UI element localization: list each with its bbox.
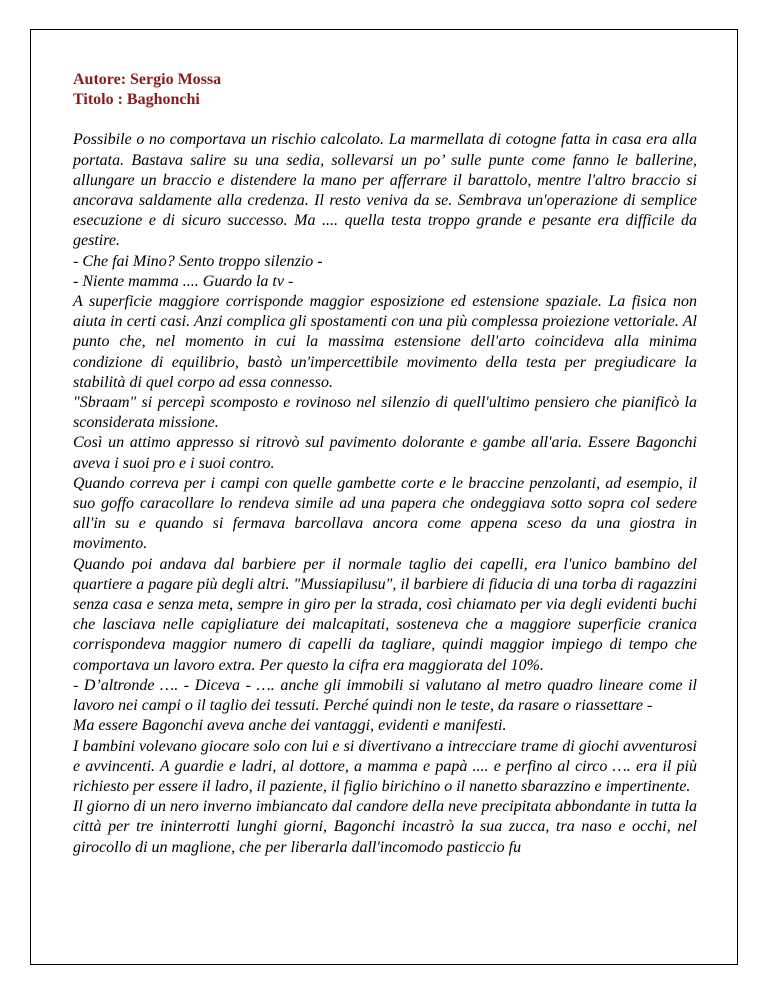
spacer xyxy=(73,110,697,130)
dialogue-line: - Niente mamma .... Guardo la tv - xyxy=(73,272,294,290)
paragraph: A superficie maggiore corrisponde maggior esposizione ed estensione spaziale. La fisica non aiuta in certi casi. Anzi complica gli spostamenti con una più complessa proiezione vettoriale. Al punto che, nel momento in cui la massima estensione dell'arto coincideva alla minima condizione di equilibrio, bastò un'impercettibile movimento della testa per pregiudicare la stabilità di quel corpo ad essa connesso. xyxy=(73,293,697,391)
paragraph: I bambini volevano giocare solo con lui e si divertivano a intrecciare trame di giochi avventurosi e avvincenti. A guardie e ladri, al dottore, a mamma e papà .... e perfino al circo …. era il più richiesto per essere il ladro, il paziente, il figlio birichino o il nanetto sbarazzino e impertinente. xyxy=(73,737,697,795)
paragraph: Quando poi andava dal barbiere per il normale taglio dei capelli, era l'unico bambino del quartiere a pagare più degli altri. "Mussiapilusu", il barbiere di fiducia di una torba di ragazzini senza casa e senza meta, sempre in giro per la strada, così chiamato per via degli evidenti buchi che lasciava nelle capigliature dei malcapitati, sosteneva che a maggiore superficie cranica corrispondeva maggior numero di capelli da tagliare, quindi maggior impiego di tempo che comportava un lavoro extra. Per questo la cifra era maggiorata del 10%. xyxy=(73,555,697,674)
paragraph: Ma essere Bagonchi aveva anche dei vantaggi, evidenti e manifesti. xyxy=(73,717,507,735)
paragraph: Possibile o no comportava un rischio calcolato. La marmellata di cotogne fatta in casa era alla portata. Bastava salire su una sedia, sollevarsi un po’ sulle punte come fanno le ballerine, allungare un braccio e distendere la mano per afferrare il barattolo, mentre l'altro braccio si ancorava saldamente alla credenza. Il resto veniva da se. Sembrava un'operazione di semplice esecuzione e di sicuro successo. Ma .... quella testa troppo grande e pesante era difficile da gestire. xyxy=(73,131,697,250)
paragraph: Quando correva per i campi con quelle gambette corte e le braccine penzolanti, ad esempio, il suo goffo caracollare lo rendeva simile ad una papera che ondeggiava sotto sopra col sedere all'in su e quando si fermava barcollava ancora come appena sceso da una giostra in movimento. xyxy=(73,474,697,553)
paragraph: "Sbraam" si percepì scomposto e rovinoso nel silenzio di quell'ultimo pensiero che pianificò la sconsiderata missione. xyxy=(73,394,697,432)
dialogue-line: - D’altronde …. - Diceva - …. anche gli immobili si valutano al metro quadro lineare come il lavoro nei campi o il taglio dei tessuti. Perché quindi non le teste, da rasare o riassettare - xyxy=(73,676,697,715)
title-line: Titolo : Baghonchi xyxy=(73,91,200,109)
document-page xyxy=(30,29,738,965)
paragraph: Così un attimo appresso si ritrovò sul pavimento dolorante e gambe all'aria. Essere Bagonchi aveva i suoi pro e i suoi contro. xyxy=(73,434,697,472)
dialogue-line: - Che fai Mino? Sento troppo silenzio - xyxy=(73,252,323,270)
document-body xyxy=(73,70,697,858)
author-line: Autore: Sergio Mossa xyxy=(73,71,222,88)
paragraph: Il giorno di un nero inverno imbiancato dal candore della neve precipitata abbondante in tutta la città per tre ininterrotti lunghi giorni, Bagonchi incastrò la sua zucca, tra naso e occhi, nel girocollo di un maglione, che per liberarla dall'incomodo pasticcio fu xyxy=(73,798,697,856)
